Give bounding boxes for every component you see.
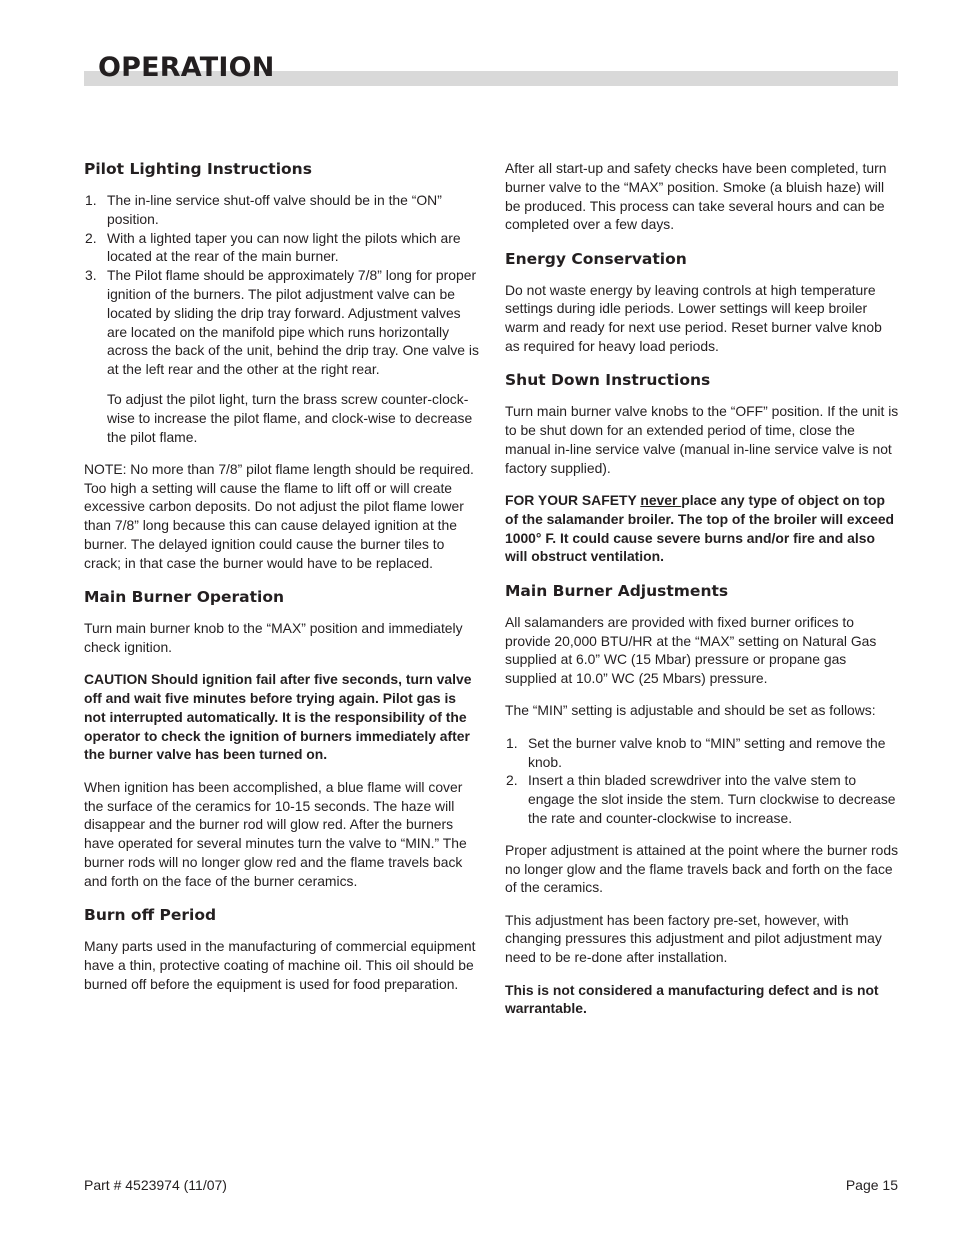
- factory-preset-paragraph: This adjustment has been factory pre-set, however, with changing pressures this adjustment and pilot adjustment may need to be re-done after installation.: [505, 911, 882, 966]
- energy-conservation-paragraph: Do not waste energy by leaving controls at high temperature settings during idle periods. Lower settings will keep broiler warm and ready for next use period. Reset burner valve knob as required for heavy load periods.: [505, 281, 882, 355]
- adjustment-list: [505, 734, 899, 828]
- main-burner-adjustments-heading: Main Burner Adjustments: [505, 581, 729, 600]
- shut-down-paragraph: Turn main burner valve knobs to the “OFF” position. If the unit is to be shut down for an extended period of time, close the manual in-line service valve (manual in-line service valve is not factory supplied).: [505, 403, 899, 476]
- ignition-paragraph: When ignition has been accomplished, a blue flame will cover the surface of the ceramics for 10-15 seconds. The haze will disappear and the burner rod will glow red. After the burners have operated for several minutes turn the valve to “MIN.” The burner rods will no longer glow red and the flame travels back and forth on the face of the burner ceramics.: [84, 778, 467, 889]
- list-item: [84, 229, 480, 267]
- safety-warning: [505, 491, 899, 566]
- orifice-paragraph: All salamanders are provided with fixed burner orifices to provide 20,000 BTU/HR at the “MAX” setting on Natural Gas supplied at 6.0” WC (15 Mbar) pressure or propane gas supplied at 10.0” WC (25 Mbars) pressure.: [505, 613, 877, 687]
- pilot-note-paragraph: NOTE: No more than 7/8” pilot flame length should be required. Too high a setting will cause the flame to lift off or will create excessive carbon deposits. Do not adjust the pilot flame lower than 7/8” long because this can cause delayed ignition at the burner. The delayed ignition could cause the burner tiles to crack; in that case the burner would have to be replaced.: [84, 460, 474, 571]
- warranty-paragraph: This is not considered a manufacturing defect and is not warrantable.: [505, 981, 879, 1017]
- part-number: Part # 4523974 (11/07): [84, 1177, 227, 1193]
- pilot-lighting-heading: Pilot Lighting Instructions: [84, 160, 312, 178]
- list-item: [505, 771, 899, 827]
- safety-never: never: [640, 492, 682, 509]
- list-text: The in-line service shut-off valve should be in the “ON” position.: [107, 192, 442, 227]
- list-number: 2.: [506, 772, 518, 789]
- main-burner-operation-paragraph: Turn main burner knob to the “MAX” position and immediately check ignition.: [84, 620, 463, 655]
- page-number: Page 15: [845, 1177, 898, 1193]
- list-text: With a lighted taper you can now light the pilots which are located at the rear of the main burner.: [107, 229, 461, 265]
- shut-down-heading: Shut Down Instructions: [505, 371, 711, 390]
- list-item: [505, 734, 899, 772]
- list-number: 1.: [506, 734, 518, 751]
- right-column: [505, 159, 899, 1032]
- list-item: [84, 191, 480, 229]
- page-title: OPERATION: [98, 52, 275, 83]
- min-setting-paragraph: The “MIN” setting is adjustable and should be set as follows:: [505, 702, 876, 719]
- main-burner-operation-heading: Main Burner Operation: [84, 588, 285, 607]
- list-number: 2.: [85, 229, 97, 246]
- list-number: 1.: [85, 192, 97, 208]
- burn-off-paragraph: Many parts used in the manufacturing of commercial equipment have a thin, protective coating of machine oil. This oil should be burned off before the equipment is used for food preparation.: [84, 938, 476, 992]
- list-text: Insert a thin bladed screwdriver into the valve stem to engage the slot inside the stem. Turn clockwise to decrease the rate and counter-clockwise to increase.: [528, 772, 896, 826]
- list-number: 3.: [85, 267, 97, 284]
- left-column: [84, 158, 480, 1007]
- energy-conservation-heading: Energy Conservation: [505, 249, 687, 268]
- startup-paragraph: After all start-up and safety checks have been completed, turn burner valve to the “MAX” position. Smoke (a bluish haze) will be produced. This process can take several hours and can be completed over a few days.: [505, 160, 887, 233]
- list-text: The Pilot flame should be approximately 7/8” long for proper ignition of the burners. The pilot adjustment valve can be located by sliding the drip tray forward. Adjustment valves are located on the manifold pipe which runs horizontally across the back of the unit, behind the drip tray. One valve is at the left rear and the other at the right rear.: [107, 267, 479, 378]
- burn-off-heading: Burn off Period: [84, 906, 217, 924]
- safety-rest: place any type of object on top of the salamander broiler. The top of the broiler will exceed 1000° F. It could cause severe burns and/or fire and also will obstruct ventilation.: [505, 492, 895, 565]
- caution-paragraph: CAUTION Should ignition fail after five seconds, turn valve off and wait five minutes before trying again. Pilot gas is not interrupted automatically. It is the responsibility of the operator to check the ignition of burners immediately after the burner valve has been turned on.: [84, 671, 472, 763]
- list-text: Set the burner valve knob to “MIN” setting and remove the knob.: [528, 734, 886, 770]
- safety-prefix: FOR YOUR SAFETY: [505, 492, 641, 509]
- pilot-adjust-paragraph: To adjust the pilot light, turn the brass screw counter-clock-wise to increase the pilot flame, and clock-wise to decrease the pilot flame.: [107, 390, 473, 445]
- list-item: [84, 266, 480, 379]
- pilot-lighting-list: [84, 191, 480, 379]
- proper-adjustment-paragraph: Proper adjustment is attained at the point where the burner rods no longer glow and the flame travels back and forth on the face of the ceramics.: [505, 841, 899, 896]
